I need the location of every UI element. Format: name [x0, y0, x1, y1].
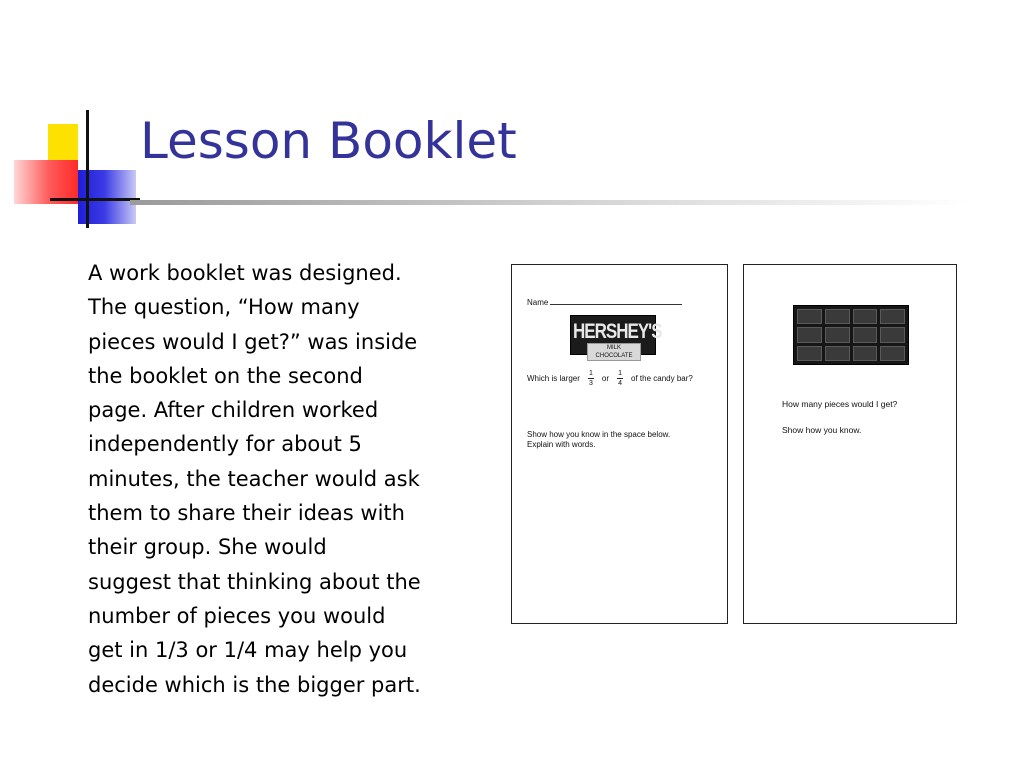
- which-is-larger-question: [527, 370, 693, 387]
- chocolate-piece: [880, 346, 905, 361]
- fraction-denominator: 4: [618, 380, 622, 387]
- fraction-numerator: 1: [588, 370, 593, 377]
- candy-bar-label: of the candy bar?: [631, 374, 693, 383]
- chocolate-piece: [797, 309, 822, 324]
- fraction-denominator: 3: [588, 380, 593, 387]
- chocolate-bar-image: [793, 305, 909, 365]
- page2-instructions: Show how you know.: [782, 425, 862, 435]
- fraction-bar: [617, 378, 623, 379]
- slide-body-text: A work booklet was designed. The question, “How many pieces would I get?” was inside the booklet on the second page. After children worked independently for about 5 minutes, the teacher would ask them to share their ideas with their group. She would suggest that thinking about the number of pieces you would get in 1/3 or 1/4 may help you decide which is the bigger part.: [88, 261, 421, 697]
- which-label: Which is larger: [527, 374, 580, 383]
- title-underline: [130, 200, 970, 205]
- name-label: Name: [527, 298, 549, 307]
- horizontal-line-decoration: [50, 198, 140, 201]
- or-label: or: [601, 374, 610, 383]
- hersheys-bar-image: [570, 315, 662, 359]
- name-field-row: [527, 297, 682, 307]
- fraction-one-third: [588, 370, 594, 387]
- fraction-bar: [588, 378, 594, 379]
- chocolate-piece: [853, 327, 878, 342]
- fraction-one-fourth: [617, 370, 623, 387]
- page1-instructions: Show how you know in the space below. Explain with words.: [527, 430, 671, 449]
- booklet-page-2: [743, 264, 957, 624]
- chocolate-piece: [853, 309, 878, 324]
- pieces-question: How many pieces would I get?: [782, 399, 898, 409]
- slide-title: Lesson Booklet: [140, 112, 517, 170]
- vertical-line-decoration: [86, 110, 89, 228]
- chocolate-piece: [825, 346, 850, 361]
- booklet-page-1: [511, 264, 728, 624]
- chocolate-piece: [880, 309, 905, 324]
- chocolate-piece: [797, 346, 822, 361]
- name-blank-line: [550, 297, 682, 305]
- candy-brand-text: HERSHEY'S: [573, 319, 662, 343]
- chocolate-piece: [880, 327, 905, 342]
- chocolate-piece: [825, 309, 850, 324]
- candy-sub-label: MILK CHOCOLATE: [587, 343, 641, 361]
- fraction-numerator: 1: [618, 370, 622, 377]
- chocolate-piece: [853, 346, 878, 361]
- chocolate-piece: [797, 327, 822, 342]
- chocolate-piece: [825, 327, 850, 342]
